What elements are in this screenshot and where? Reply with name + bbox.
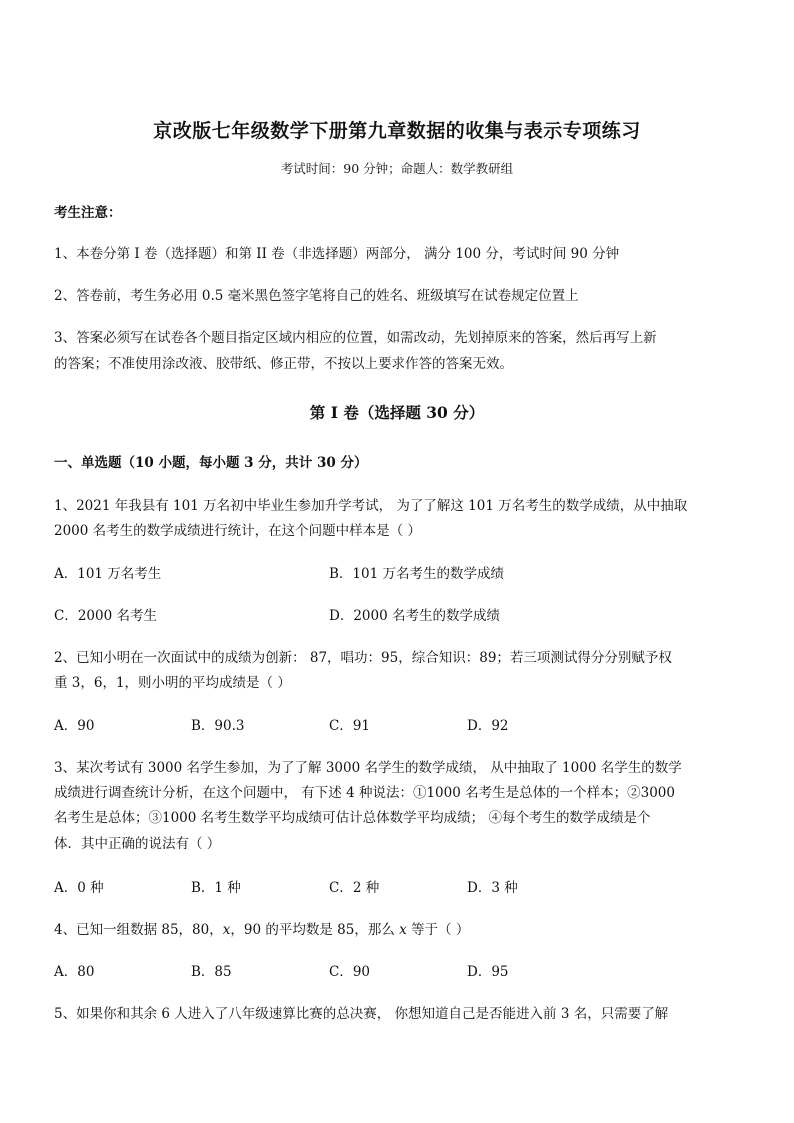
question-3-option-d[interactable]: D．3 种 <box>467 880 518 896</box>
notice-heading: 考生注意： <box>54 205 122 221</box>
question-4-option-c[interactable]: C．90 <box>329 964 371 980</box>
question-5-line-1: 5、如果你和其余 6 人进入了八年级速算比赛的总决赛， 你想知道自己是否能进入前 3 名，只需要了解 <box>54 1006 669 1022</box>
notice-item-2: 2、答卷前，考生务必用 0.5 毫米黑色签字笔将自己的姓名、班级填写在试卷规定位置上 <box>54 288 579 304</box>
section-heading: 一、单选题（10 小题，每小题 3 分，共计 30 分） <box>54 455 368 471</box>
question-1-line-2: 2000 名考生的数学成绩进行统计，在这个问题中样本是（ ） <box>54 523 421 539</box>
question-4-variable: x <box>222 922 231 938</box>
part-heading: 第 I 卷（选择题 30 分） <box>309 403 485 422</box>
notice-item-3-line-1: 3、答案必须写在试卷各个题目指定区域内相应的位置，如需改动，先划掉原来的答案，然后再写上新 <box>54 330 657 346</box>
question-3-option-c[interactable]: C．2 种 <box>329 880 380 896</box>
question-3-line-2: 成绩进行调查统计分析，在这个问题中， 有下述 4 种说法：①1000 名考生是总体的一个样本；②3000 <box>54 785 675 801</box>
question-2-option-b[interactable]: B．90.3 <box>191 718 245 734</box>
question-4-option-a[interactable]: A．80 <box>54 964 95 980</box>
question-4-variable-2: x <box>399 922 407 938</box>
question-2-option-a[interactable]: A．90 <box>54 718 95 734</box>
page-subtitle: 考试时间：90 分钟；命题人：数学教研组 <box>280 161 514 176</box>
question-3-line-3: 名考生是总体；③1000 名考生数学平均成绩可估计总体数学平均成绩； ④每个考生的数学成绩是个 <box>54 810 651 826</box>
question-4-text-mid: ，90 的平均数是 85，那么 <box>230 922 400 938</box>
question-1-option-c[interactable]: C．2000 名考生 <box>54 608 157 624</box>
question-1-option-b[interactable]: B．101 万名考生的数学成绩 <box>329 566 504 582</box>
question-4-option-b[interactable]: B．85 <box>191 964 232 980</box>
question-2-line-2: 重 3，6，1，则小明的平均成绩是（ ） <box>54 675 291 691</box>
question-2-line-1: 2、已知小明在一次面试中的成绩为创新： 87，唱功：95，综合知识：89；若三项测试得分分别赋予权 <box>54 650 672 666</box>
question-2-option-c[interactable]: C．91 <box>329 718 371 734</box>
notice-item-3-line-2: 的答案；不准使用涂改液、胶带纸、修正带，不按以上要求作答的答案无效。 <box>54 356 513 372</box>
notice-item-1: 1、本卷分第 I 卷（选择题）和第 II 卷（非选择题）两部分， 满分 100 分，考试时间 90 分钟 <box>54 246 620 262</box>
question-3-line-1: 3、某次考试有 3000 名学生参加，为了了解 3000 名学生的数学成绩， 从中抽取了 1000 名学生的数学 <box>54 760 682 776</box>
question-3-option-b[interactable]: B．1 种 <box>191 880 241 896</box>
question-3-option-a[interactable]: A．0 种 <box>54 880 104 896</box>
question-2-option-d[interactable]: D．92 <box>467 718 509 734</box>
question-4-option-d[interactable]: D．95 <box>467 964 509 980</box>
question-4-text-post: 等于（ ） <box>406 922 470 938</box>
page-title: 京改版七年级数学下册第九章数据的收集与表示专项练习 <box>153 120 641 142</box>
question-4-stem <box>54 918 469 938</box>
question-3-line-4: 体．其中正确的说法有（ ） <box>54 836 221 852</box>
question-1-option-d[interactable]: D．2000 名考生的数学成绩 <box>329 608 500 624</box>
question-4-text-pre: 4、已知一组数据 85，80， <box>54 922 223 938</box>
question-1-line-1: 1、2021 年我县有 101 万名初中毕业生参加升学考试， 为了了解这 101 万名考生的数学成绩，从中抽取 <box>54 498 688 514</box>
question-1-option-a[interactable]: A．101 万名考生 <box>54 566 162 582</box>
